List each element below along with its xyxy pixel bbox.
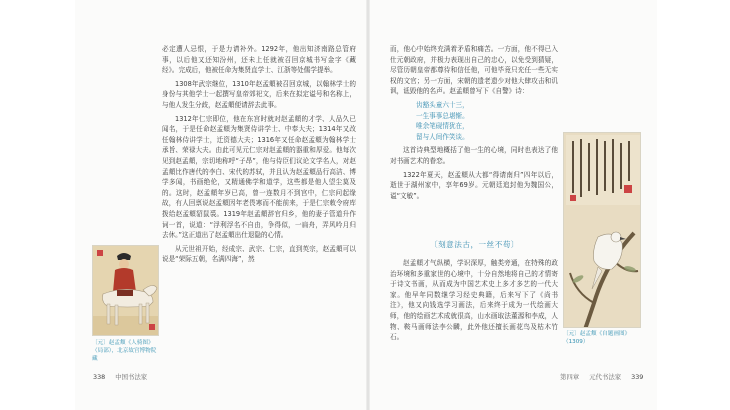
paragraph: 1308年武宗继位，1310年赵孟頫被召回京城，以翰林学士的身份与其他学士一起撰写皇帝郊祀文，后来在拟定谥号和名称上，与他人发生分歧，赵孟頫便请辞去此事。 [162,79,356,109]
section-title: 〔刻意法古，一丝不苟〕 [430,240,520,249]
left-folio [93,372,147,381]
paragraph: 而，他心中始终充满着矛盾和痛苦。一方面，他不得已入仕元朝政府，并极力表现出自己的忠心，以免受到猜疑，尽管历朝皇帝都尊待和信任他，可他毕竟只充任一些无实权的文官；另一方面，宋朝的遗老遗少对他大肆攻击和讥讽，诋毁他的名声。赵孟頫曾写下《自警》诗： [390,45,558,96]
left-text-column [162,44,356,265]
book-spine [366,0,370,410]
bird-branch-illustration [564,133,641,328]
horse-rider-painting [92,245,159,336]
right-figure-caption: 〔元〕赵孟頫《自题画图》（1309） [563,331,631,345]
right-folio [560,372,643,381]
paragraph: 赵孟頫才气纵横，学识深厚，触类旁通，在特殊的政治环境和多重家世的心境中，十分自然地将自己的才情寄于诗文书画，从而成为中国艺术史上多才多艺的一代大家。他早年同数继学习经史典籍，后来写下了《尚书注》，他又向钱选学习画法，后来终于成为一代绘画大师，他的绘画艺术成就很高，山水画取法董源和李成，人物、鞍马画师法李公麟，此外他还擅长画花鸟及枯木竹石。 [390,259,558,342]
paragraph: 1312年仁宗即位，他在东宫时就对赵孟頫的才学、人品久已闻名，于是任命赵孟頫为集贤侍讲学士、中奉大夫；1314年又改任翰林侍讲学士，迁资德大夫；1316年又任命赵孟頫为翰林学士承旨、荣禄大夫。由此可见元仁宗对赵孟頫的器重和厚爱。他每次见到赵孟頫，宗切地称呼“子昂”，他与侍臣们议论文学名人，对赵孟頫比作唐代的李白、宋代的苏轼，并且认为赵孟頫品行高洁、博学多闻，书画绝伦，又精通佛学和道学，这些都是他人望尘莫及的。这时，赵孟頫年岁已高，曾一连数月不到宫中，仁宗问起缘故，有人回禀说赵孟頫因年老畏寒而不能前来，于是仁宗敕令府库拨给赵孟頫貂鼠裘。1319年赵孟頫辞官归乡，他的妻子管道升作词一首，说道：“浮利浮名不自由，争得似，一扁舟，弄风吟月归去休。”这正道出了赵孟頫出仕退隐的心情。 [162,114,356,240]
poem-line: 唯余笔砚情犹在， [416,122,469,131]
right-text-bottom [390,258,558,343]
chapter-label: 第四章 [560,373,580,381]
poem-line: 留与人间作笑谈。 [416,132,469,141]
paragraph: 从元世祖开始，经成宗、武宗、仁宗，直到英宗，赵孟頫可以说是“荣际五朝，名满四海”，然 [162,244,356,264]
poem-line: 一生事事总堪惭。 [416,111,469,120]
horse-rider-illustration [93,246,159,336]
poem-line: 齿豁头童六十三， [416,100,469,109]
right-text-top [390,44,558,201]
chapter-title: 元代书法家 [589,373,622,381]
paragraph: 这首诗典型地概括了他一生的心境，同时也表达了他对书画艺术的眷恋。 [390,146,558,165]
paragraph: 必定遭人忌恨，于是力请补外。1292年，他出知济南路总管府事，以后他又还知汾州，还未上任就被召回京城书写金字《藏经》。完成后，他被任命为集贤直学士、江浙等处儒学提举。 [162,45,356,75]
left-book-title: 中国书法家 [115,373,148,381]
right-page-number: 339 [631,373,644,381]
left-figure-caption: 〔元〕赵孟頫《人骑图》（局部），北京故宫博物院藏 [92,340,157,362]
paragraph: 1322年夏天，赵孟頫从大都“得请南归”四年以后，逝世于湖州家中，享年69岁。元朝廷追封他为魏国公，谥“文敏”。 [390,170,558,200]
bird-painting-scroll [563,132,641,328]
left-page-number: 338 [93,373,106,381]
